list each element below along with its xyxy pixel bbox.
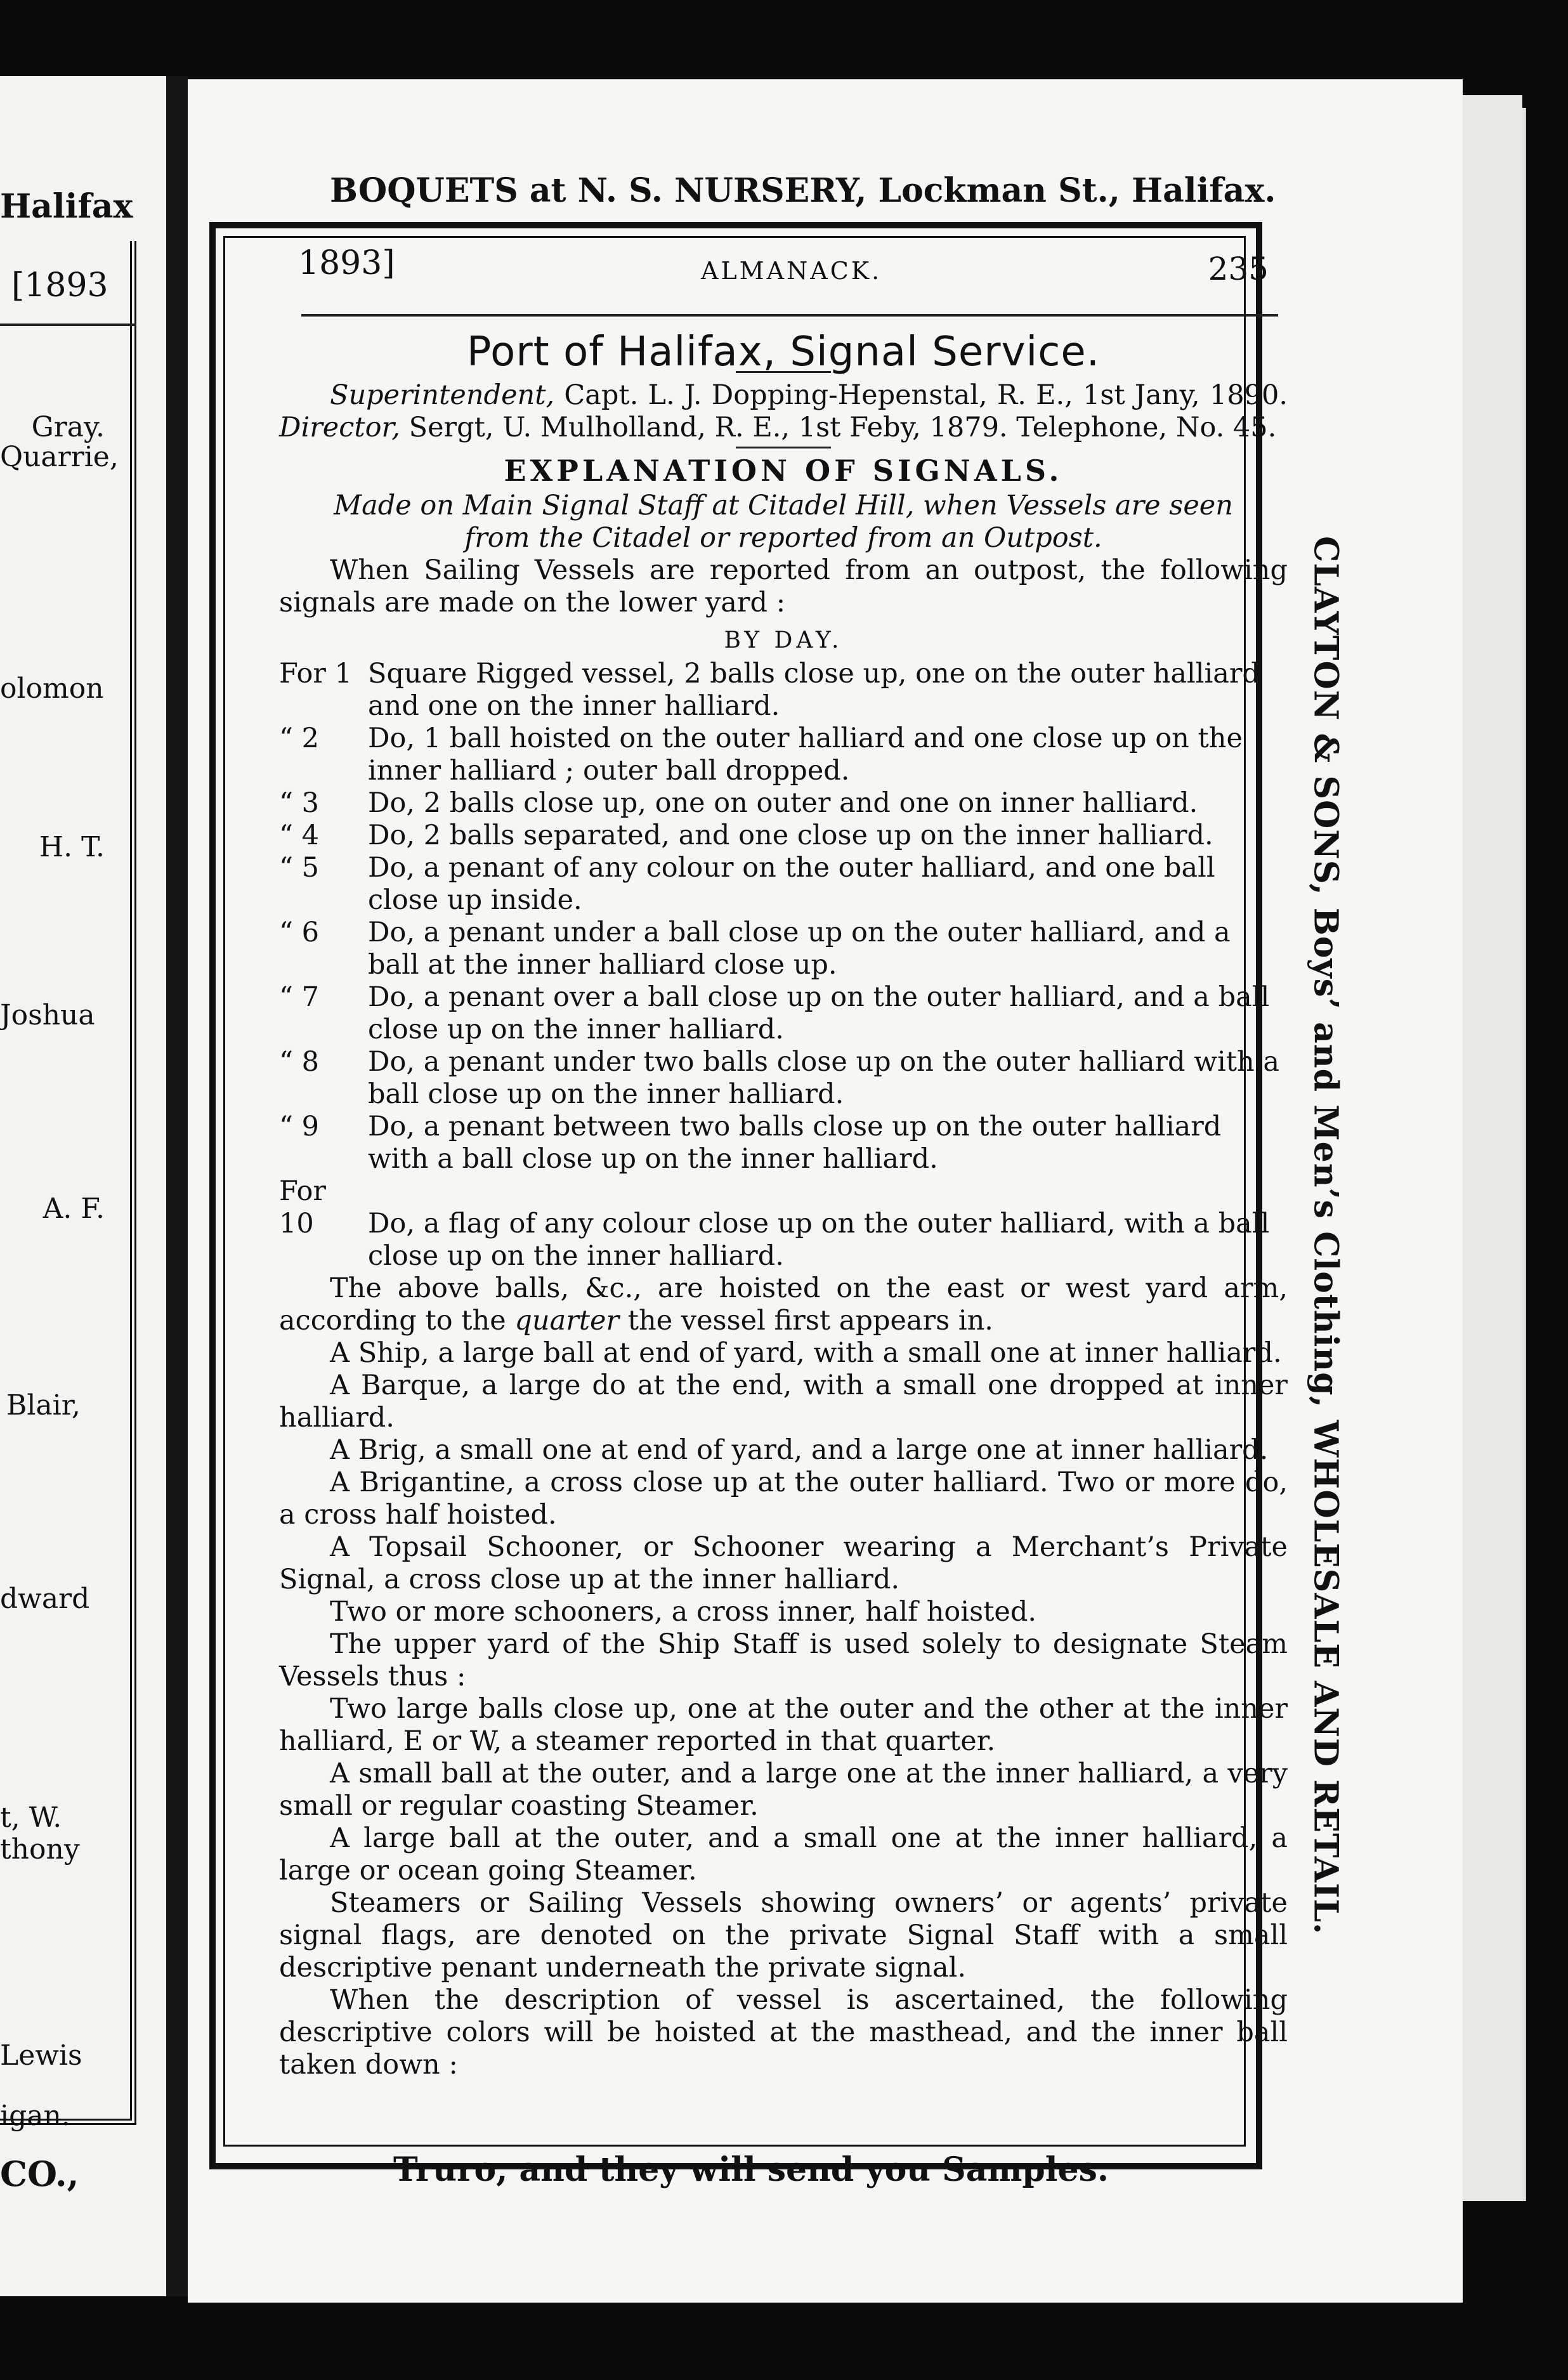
left-page-year: [1893 — [11, 266, 108, 304]
vessel-paragraph: A Topsail Schooner, or Schooner wearing a Merchant’s Private Signal, a cross close up at the inner halliard. — [279, 1531, 1288, 1595]
signal-number: “ 7 — [279, 981, 320, 1013]
vessel-paragraph: A Barque, a large do at the end, with a small one dropped at inner halliard. — [279, 1370, 1288, 1434]
by-day-heading: BY DAY. — [724, 627, 843, 653]
side-advertisement-text: CLAYTON & SONS, Boys’ and Men’s Clothing, WHOLESALE AND RETAIL. — [1306, 536, 1345, 1935]
signal-text: Do, a flag of any colour close up on the outer halliard, with a ball close up on the inner halliard. — [368, 1208, 1270, 1272]
vessel-paragraph: Steamers or Sailing Vessels showing owners’ or agents’ private signal flags, are denoted on the private Signal Staff with a small descriptive penant underneath the private signal. — [279, 1887, 1288, 1984]
page-number: 235 — [1208, 251, 1269, 287]
signal-item — [279, 1046, 1288, 1111]
article-body — [279, 329, 1288, 2112]
signal-item — [279, 1111, 1288, 1175]
left-fragment: Lewis — [0, 2039, 82, 2072]
signal-item — [279, 787, 1288, 820]
vessel-paragraph: When the description of vessel is ascertained, the following descriptive colors will be hoisted at the masthead, and the inner ball taken down : — [279, 1984, 1288, 2081]
signals-subheading: Made on Main Signal Staff at Citadel Hill, when Vessels are seen from the Citadel or reported from an Outpost. — [334, 490, 1233, 554]
signal-text: Do, a penant between two balls close up on the outer halliard with a ball close up on the inner halliard. — [368, 1111, 1222, 1175]
left-fragment: thony — [0, 1833, 80, 1866]
signal-item — [279, 852, 1288, 917]
book-gutter — [166, 76, 188, 2296]
vessel-paragraph: A Brig, a small one at end of yard, and a large one at inner halliard. — [330, 1434, 1269, 1466]
left-fragment: dward — [0, 1583, 90, 1615]
left-fragment: A. F. — [42, 1193, 105, 1225]
left-fragment: Joshua — [0, 999, 95, 1031]
section-title: Port of Halifax, Signal Service. — [466, 329, 1101, 376]
signal-text: Square Rigged vessel, 2 balls close up, one on the outer halliard and one on the inner halliard. — [368, 658, 1260, 722]
footer-advertisement: Truro, and they will send you Samples. — [393, 2150, 1109, 2189]
signal-number: “ 6 — [279, 917, 320, 948]
signal-number: For 10 — [279, 1175, 326, 1239]
officers-paragraph — [279, 379, 1288, 444]
signal-number: “ 8 — [279, 1046, 320, 1078]
left-fragment: Gray. — [31, 411, 105, 443]
signal-number: “ 4 — [279, 820, 320, 851]
signal-number: “ 2 — [279, 723, 320, 754]
vessel-paragraph: A small ball at the outer, and a large one at the inner halliard, a very small or regular coasting Steamer. — [279, 1758, 1288, 1822]
yard-arm-text: The above balls, &c., are hoisted on the east or west yard arm, according to the — [279, 1272, 1288, 1337]
running-head — [298, 244, 1300, 295]
vessel-paragraph: A Brigantine, a cross close up at the outer halliard. Two or more do, a cross half hoisted. — [279, 1467, 1288, 1531]
yard-arm-text-end: the vessel first appears in. — [619, 1305, 993, 1337]
signal-number: For 1 — [279, 658, 352, 690]
side-advertisement — [1303, 536, 1348, 1935]
left-fragment: H. T. — [39, 831, 105, 863]
signal-text: Do, 2 balls close up, one on outer and one on inner halliard. — [368, 787, 1198, 819]
signal-text: Do, a penant over a ball close up on the outer halliard, and a ball close up on the inner halliard. — [368, 981, 1270, 1045]
signals-heading: EXPLANATION OF SIGNALS. — [504, 454, 1063, 488]
left-page-footer: CO., — [0, 2154, 79, 2194]
vessel-paragraph: The upper yard of the Ship Staff is used solely to designate Steam Vessels thus : — [279, 1628, 1288, 1692]
intro-paragraph: When Sailing Vessels are reported from an outpost, the following signals are made on the lower yard : — [279, 554, 1288, 618]
left-fragment: Quarrie, — [0, 441, 119, 473]
yard-arm-paragraph — [279, 1272, 1288, 1337]
running-head-title: ALMANACK. — [701, 257, 882, 285]
signal-text: Do, 1 ball hoisted on the outer halliard and one close up on the inner halliard ; outer ball dropped. — [368, 723, 1243, 787]
signal-item — [279, 820, 1288, 852]
signal-text: Do, a penant of any colour on the outer halliard, and one ball close up inside. — [368, 852, 1215, 916]
signal-item — [279, 723, 1288, 787]
vessel-paragraph: Two large balls close up, one at the outer and the other at the inner halliard, E or W, a steamer reported in that quarter. — [279, 1693, 1288, 1757]
officers-rule — [736, 447, 831, 448]
left-fragment: t, W. — [0, 1801, 62, 1834]
left-fragment: igan. — [0, 2100, 70, 2132]
vessel-paragraph: A large ball at the outer, and a small one at the inner halliard, a large or ocean going Steamer. — [279, 1822, 1288, 1886]
vessel-paragraph: Two or more schooners, a cross inner, half hoisted. — [330, 1596, 1037, 1628]
signal-number: “ 9 — [279, 1111, 320, 1142]
superintendent-text: Capt. L. J. Dopping-Hepenstal, R. E., 1st Jany, 1890. — [554, 379, 1288, 411]
signal-number: “ 3 — [279, 787, 320, 819]
signal-item — [279, 917, 1288, 981]
running-head-year: 1893] — [298, 244, 395, 282]
yard-arm-emphasis: quarter — [514, 1305, 620, 1337]
left-page-rule — [0, 324, 136, 326]
signal-text: Do, a penant under two balls close up on the outer halliard with a ball close up on the inner halliard. — [368, 1046, 1280, 1110]
director-label: Director, — [279, 412, 400, 443]
superintendent-label: Superintendent, — [330, 379, 555, 411]
header-advertisement: BOQUETS at N. S. NURSERY, Lockman St., Halifax. — [330, 171, 1276, 210]
left-fragment: olomon — [0, 672, 104, 705]
signal-item — [279, 1175, 1288, 1272]
vessel-paragraph: A Ship, a large ball at end of yard, with a small one at inner halliard. — [330, 1337, 1282, 1369]
left-page-header: Halifax — [0, 187, 133, 226]
signal-text: Do, a penant under a ball close up on the outer halliard, and a ball at the inner halliard close up. — [368, 917, 1231, 981]
signal-number: “ 5 — [279, 852, 320, 884]
left-fragment: Blair, — [6, 1389, 81, 1422]
signal-text: Do, 2 balls separated, and one close up on the inner halliard. — [368, 820, 1213, 851]
running-head-rule — [301, 314, 1278, 317]
signal-item — [279, 981, 1288, 1046]
signal-item — [279, 658, 1288, 723]
director-text: Sergt, U. Mulholland, R. E., 1st Feby, 1879. Telephone, No. 45. — [400, 412, 1277, 443]
